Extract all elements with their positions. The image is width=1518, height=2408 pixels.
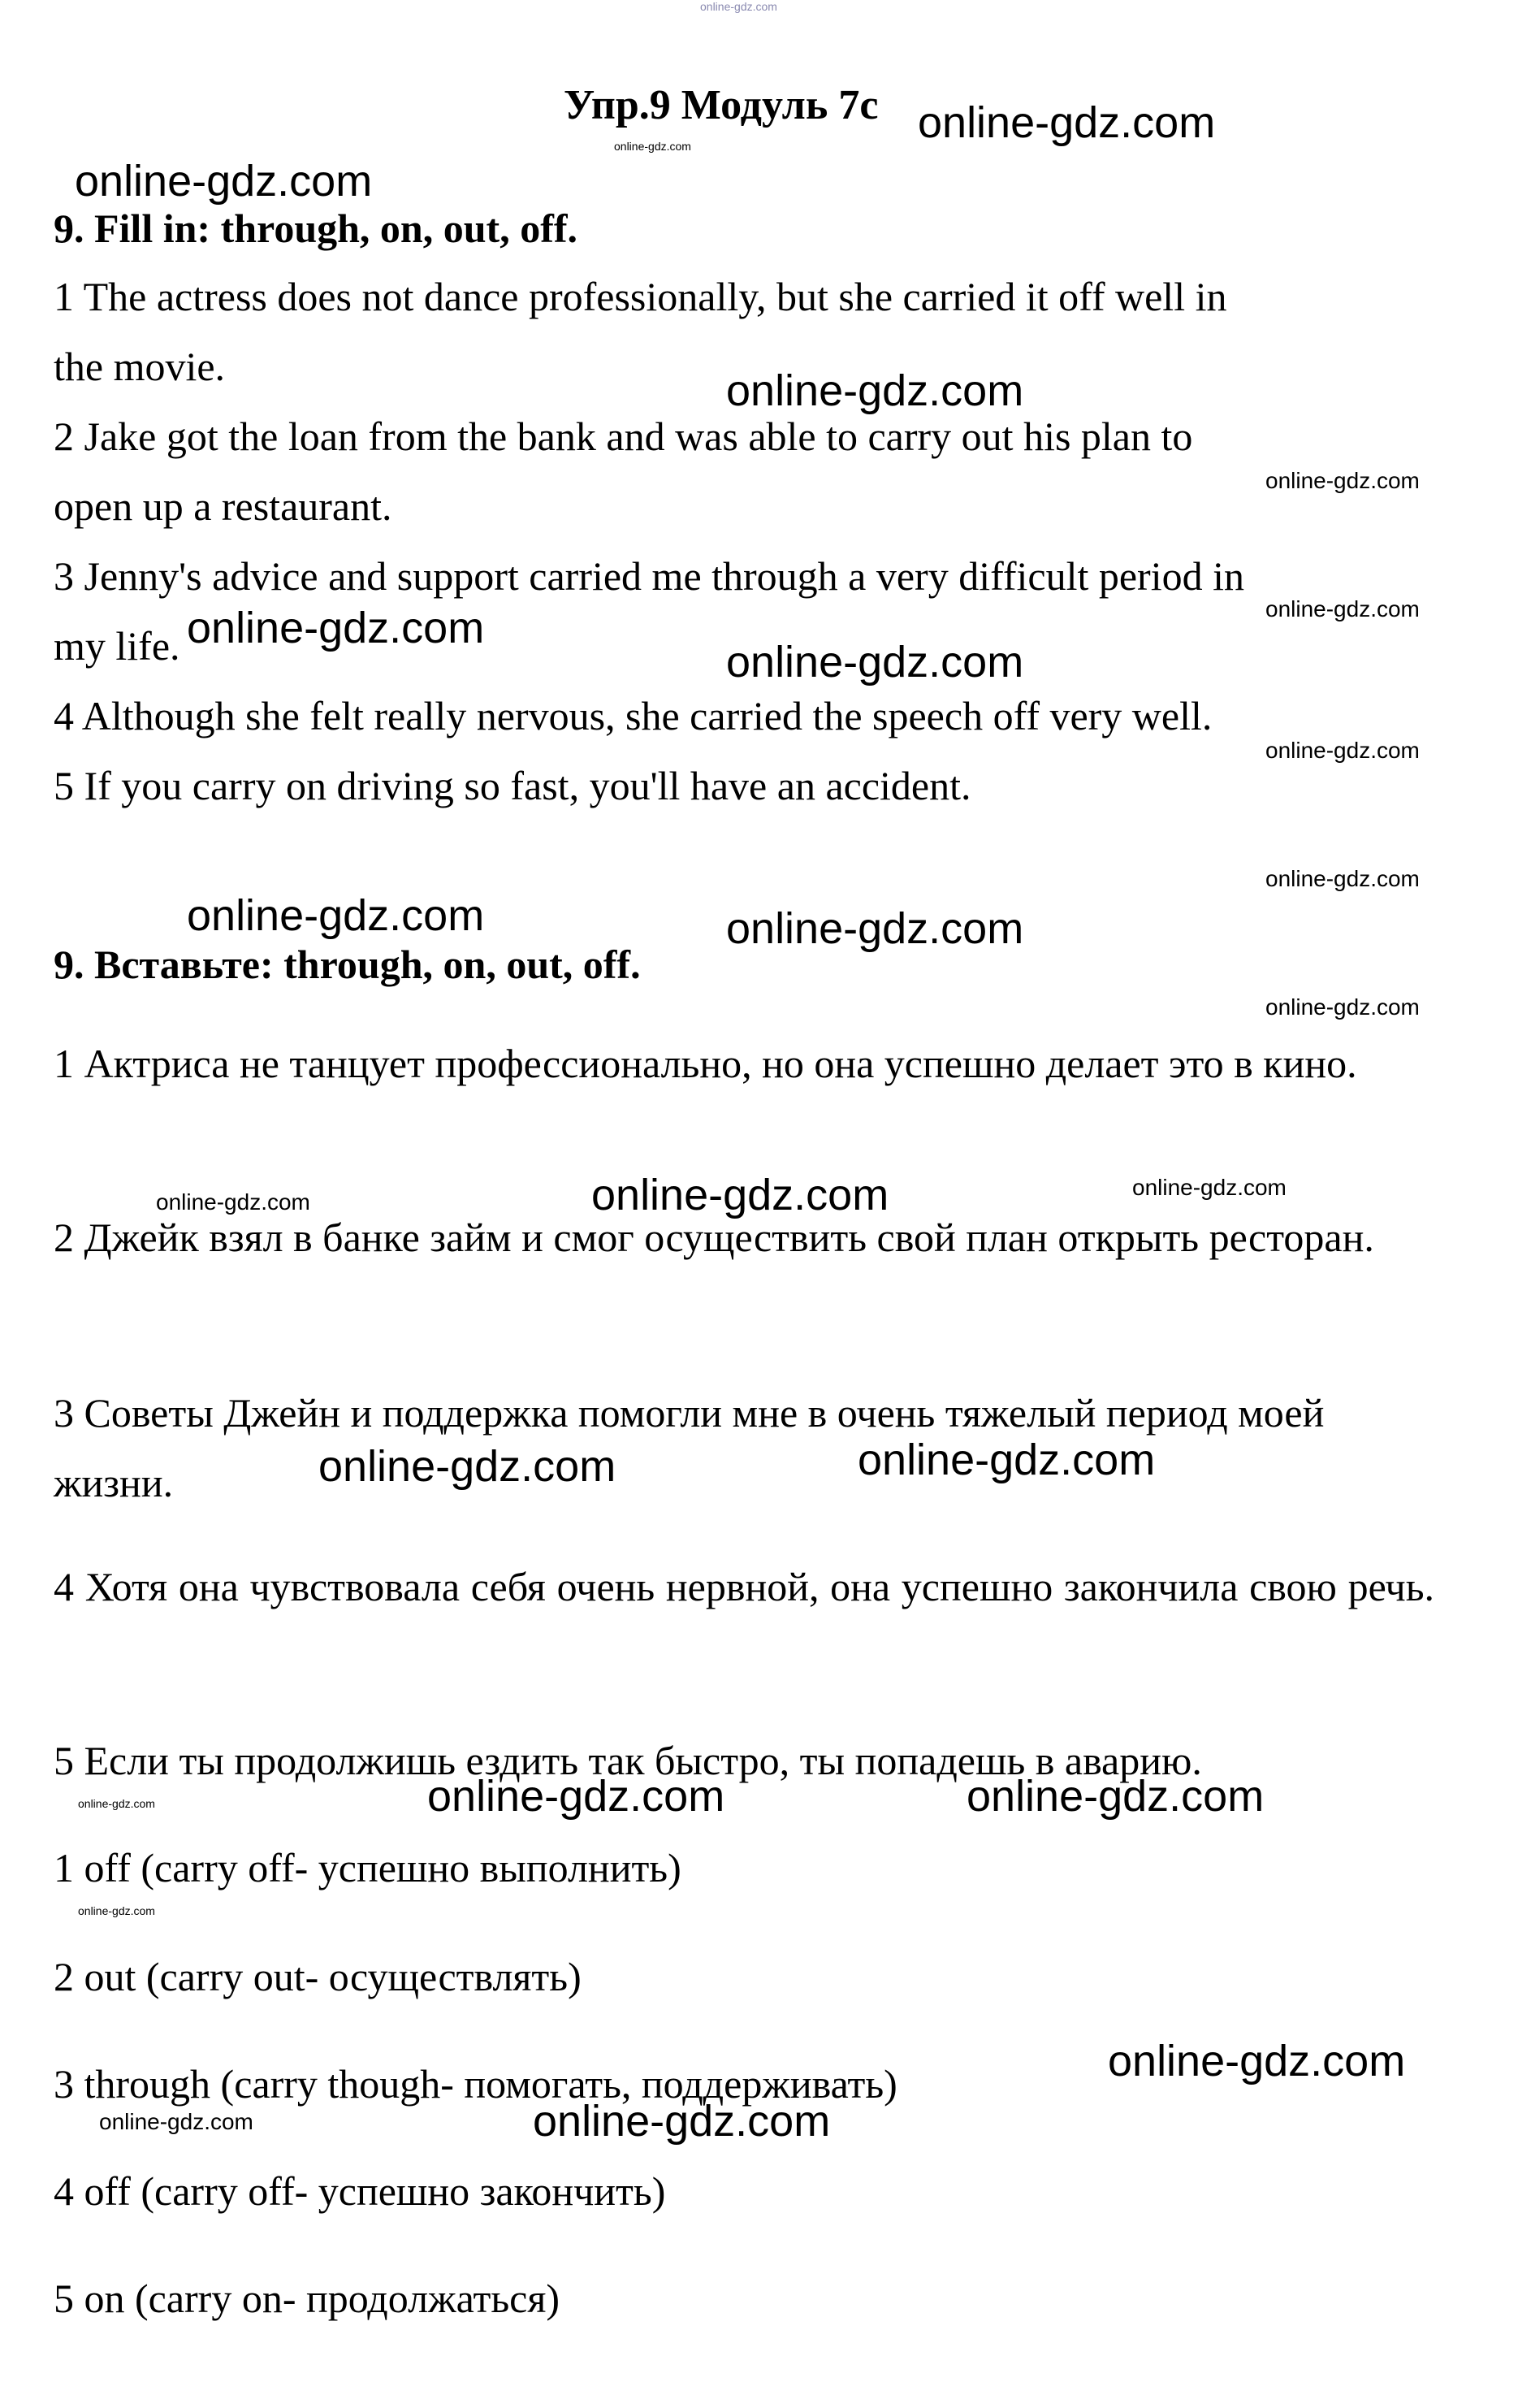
russian-item: 2 Джейк взял в банке займ и смог осуществить свой план открыть ресторан. <box>54 1215 1374 1260</box>
watermark: online-gdz.com <box>1132 1175 1287 1200</box>
watermark: online-gdz.com <box>427 1772 725 1821</box>
watermark: online-gdz.com <box>187 604 485 652</box>
watermark: online-gdz.com <box>1265 468 1420 493</box>
english-line: 3 Jenny's advice and support carried me through a very difficult period in <box>54 553 1244 599</box>
english-line: 1 The actress does not dance professionally, but she carried it off well in <box>54 274 1227 319</box>
watermark: online-gdz.com <box>726 366 1024 415</box>
answer-line: 1 off (carry off- успешно выполнить) <box>54 1845 681 1890</box>
english-line: 2 Jake got the loan from the bank and was able to carry out his plan to <box>54 414 1193 459</box>
russian-item: 1 Актриса не танцует профессионально, но она успешно делает это в кино. <box>54 1041 1357 1086</box>
watermark: online-gdz.com <box>318 1442 616 1491</box>
watermark: online-gdz.com <box>591 1171 889 1219</box>
page-title: Упр.9 Модуль 7c <box>564 82 879 128</box>
watermark: online-gdz.com <box>75 157 373 206</box>
russian-heading: 9. Вставьте: through, on, out, off. <box>54 942 641 987</box>
watermark: online-gdz.com <box>156 1189 310 1215</box>
watermark: online-gdz.com <box>614 140 691 153</box>
watermark: online-gdz.com <box>726 904 1024 953</box>
watermark: online-gdz.com <box>1108 2037 1406 2085</box>
watermark: online-gdz.com <box>99 2109 253 2134</box>
watermark: online-gdz.com <box>1265 866 1420 891</box>
watermark: online-gdz.com <box>918 98 1216 147</box>
english-line: open up a restaurant. <box>54 483 392 529</box>
answer-line: 2 out (carry out- осуществлять) <box>54 1954 582 1999</box>
russian-item: 5 Если ты продолжишь ездить так быстро, ты попадешь в аварию. <box>54 1738 1202 1783</box>
russian-item: 3 Советы Джейн и поддержка помогли мне в очень тяжелый период моей жизни. <box>54 1390 1325 1505</box>
watermark: online-gdz.com <box>1265 596 1420 621</box>
english-line: 5 If you carry on driving so fast, you'll have an accident. <box>54 763 971 808</box>
watermark: online-gdz.com <box>700 0 777 13</box>
russian-item: 4 Хотя она чувствовала себя очень нервной, она успешно закончила свою речь. <box>54 1564 1434 1609</box>
answer-line: 3 through (carry though- помогать, поддерживать) <box>54 2061 897 2107</box>
answer-line: 5 on (carry on- продолжаться) <box>54 2276 560 2321</box>
watermark: online-gdz.com <box>1265 738 1420 763</box>
watermark: online-gdz.com <box>78 1904 155 1917</box>
english-line: 4 Although she felt really nervous, she carried the speech off very well. <box>54 693 1213 738</box>
english-line: the movie. <box>54 344 226 389</box>
watermark: online-gdz.com <box>858 1436 1156 1484</box>
watermark: online-gdz.com <box>726 638 1024 686</box>
answer-line: 4 off (carry off- успешно закончить) <box>54 2168 666 2214</box>
english-line: my life. <box>54 623 180 669</box>
watermark: online-gdz.com <box>533 2097 831 2146</box>
watermark: online-gdz.com <box>187 891 485 940</box>
watermark: online-gdz.com <box>967 1772 1265 1821</box>
watermark: online-gdz.com <box>78 1797 155 1810</box>
english-heading: 9. Fill in: through, on, out, off. <box>54 206 577 251</box>
watermark: online-gdz.com <box>1265 994 1420 1020</box>
